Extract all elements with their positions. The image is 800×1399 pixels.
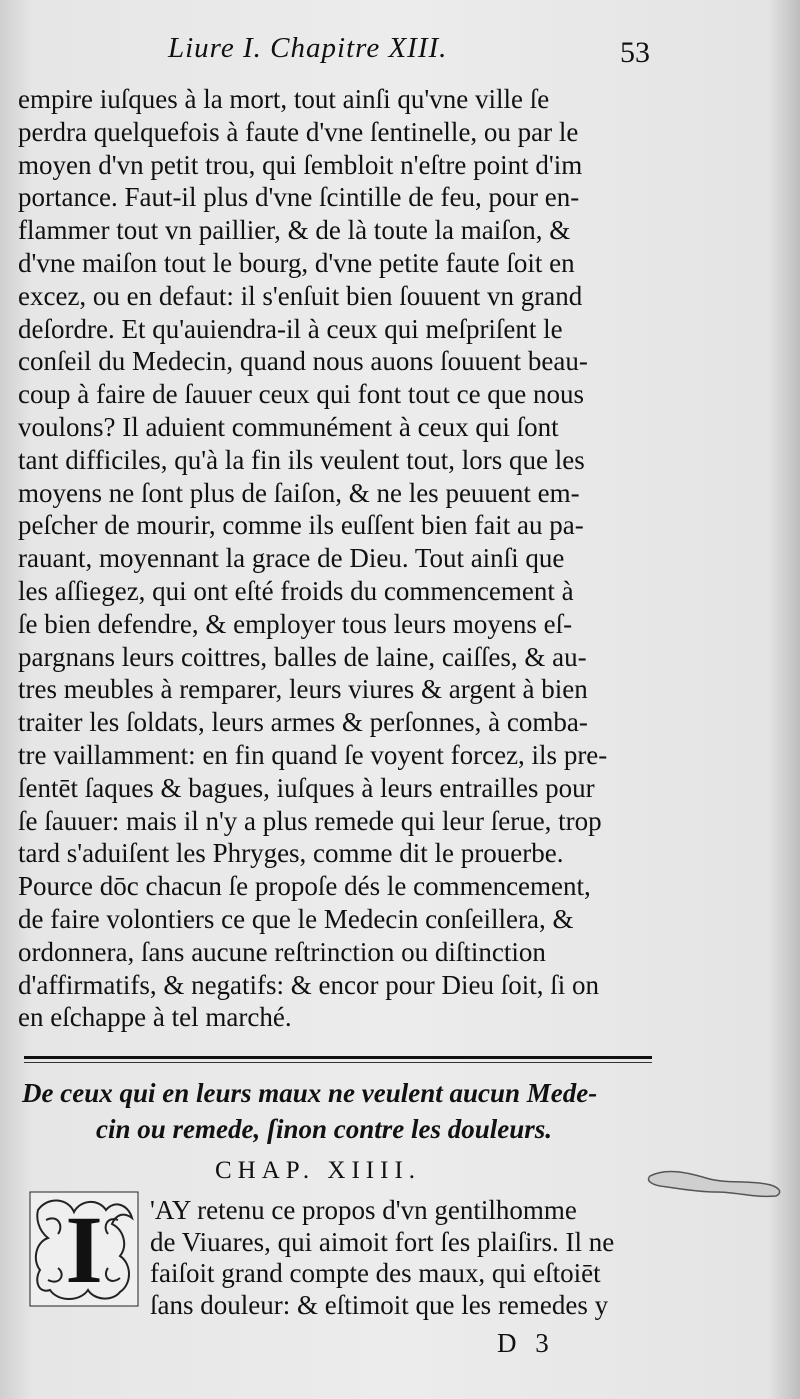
- text-line: faiſoit grand compte des maux, qui eſtoiēt: [150, 1258, 601, 1288]
- decorated-initial-icon: [28, 1190, 140, 1308]
- text-line: tant difficiles, qu'à la fin ils veulent tout, lors que les: [18, 444, 585, 475]
- text-line: deſordre. Et qu'auiendra-il à ceux qui meſpriſent le: [18, 313, 563, 344]
- text-line: traiter les ſoldats, leurs armes & perſonnes, à comba-: [18, 707, 588, 738]
- chapter-title-line: De ceux qui en leurs maux ne veulent aucun Mede-: [22, 1078, 598, 1108]
- text-line: coup à faire de ſauuer ceux qui font tout ce que nous: [18, 379, 585, 410]
- section-divider-thin: [24, 1062, 652, 1063]
- text-line: ſans douleur: & eſtimoit que les remedes y: [150, 1289, 609, 1320]
- text-line: rauant, moyennant la grace de Dieu. Tout ainſi que: [18, 543, 565, 574]
- text-line: d'vne maiſon tout le bourg, d'vne petite faute ſoit en: [18, 247, 575, 278]
- chapter-number: CHAP. XIIII.: [215, 1157, 422, 1184]
- text-line: portance. Faut-il plus d'vne ſcintille de feu, pour en-: [18, 182, 580, 213]
- text-line: pargnans leurs coittres, balles de laine, caiſſes, & au-: [18, 641, 587, 672]
- chapter-title-line: cin ou remede, ſinon contre les douleurs.: [96, 1114, 553, 1144]
- signature-mark: D 3: [497, 1328, 555, 1358]
- text-line: de faire volontiers ce que le Medecin conſeillera, &: [18, 903, 574, 934]
- text-line: moyens ne ſont plus de ſaiſon, & ne les peuuent em-: [18, 477, 580, 508]
- initial-letter: I: [65, 1196, 103, 1303]
- text-line: empire iuſques à la mort, tout ainſi qu'vne ville ſe: [18, 84, 550, 114]
- text-line: tard s'aduiſent les Phryges, comme dit le prouerbe.: [18, 838, 564, 869]
- ink-stain-icon: [646, 1162, 786, 1202]
- text-line: excez, ou en defaut: il s'enſuit bien ſouuent vn grand: [18, 280, 583, 311]
- text-line: ſentēt ſaques & bagues, iuſques à leurs entrailles pour: [18, 772, 595, 803]
- text-line: peſcher de mourir, comme ils euſſent bien fait au pa-: [18, 510, 584, 541]
- text-line: tres meubles à remparer, leurs viures & argent à bien: [18, 674, 588, 705]
- chapter-opening: [150, 1195, 670, 1321]
- running-head: Liure I. Chapitre XIII.: [168, 32, 448, 64]
- body-text: [18, 83, 658, 1034]
- text-line: Pource dōc chacun ſe propoſe dés le commencement,: [18, 871, 591, 902]
- text-line: conſeil du Medecin, quand nous auons ſouuent beau-: [18, 346, 588, 377]
- text-line: ſe bien defendre, & employer tous leurs moyens eſ-: [18, 608, 573, 639]
- text-line: voulons? Il aduient communément à ceux qui ſont: [18, 411, 559, 442]
- text-line: 'AY retenu ce propos d'vn gentilhomme: [150, 1195, 577, 1225]
- text-line: perdra quelquefois à faute d'vne ſentinelle, ou par le: [18, 116, 579, 147]
- text-line: de Viuares, qui aimoit fort ſes plaiſirs. Il ne: [150, 1226, 615, 1257]
- section-divider: [24, 1056, 652, 1059]
- chapter-title: [22, 1075, 662, 1147]
- text-line: moyen d'vn petit trou, qui ſembloit n'eſtre point d'im: [18, 149, 583, 180]
- text-line: flammer tout vn paillier, & de là toute la maiſon, &: [18, 215, 571, 246]
- text-line: en eſchappe à tel marché.: [18, 1002, 292, 1033]
- text-line: ſe ſauuer: mais il n'y a plus remede qui leur ſerue, trop: [18, 805, 602, 836]
- text-line: les aſſiegez, qui ont eſté froids du commencement à: [18, 575, 574, 606]
- text-line: d'affirmatifs, & negatifs: & encor pour Dieu ſoit, ſi on: [18, 969, 599, 1000]
- text-line: ordonnera, ſans aucune reſtrinction ou diſtinction: [18, 936, 546, 967]
- text-line: tre vaillamment: en fin quand ſe voyent forcez, ils pre-: [18, 739, 608, 770]
- page-header: [0, 30, 800, 74]
- page-number: 53: [620, 36, 650, 69]
